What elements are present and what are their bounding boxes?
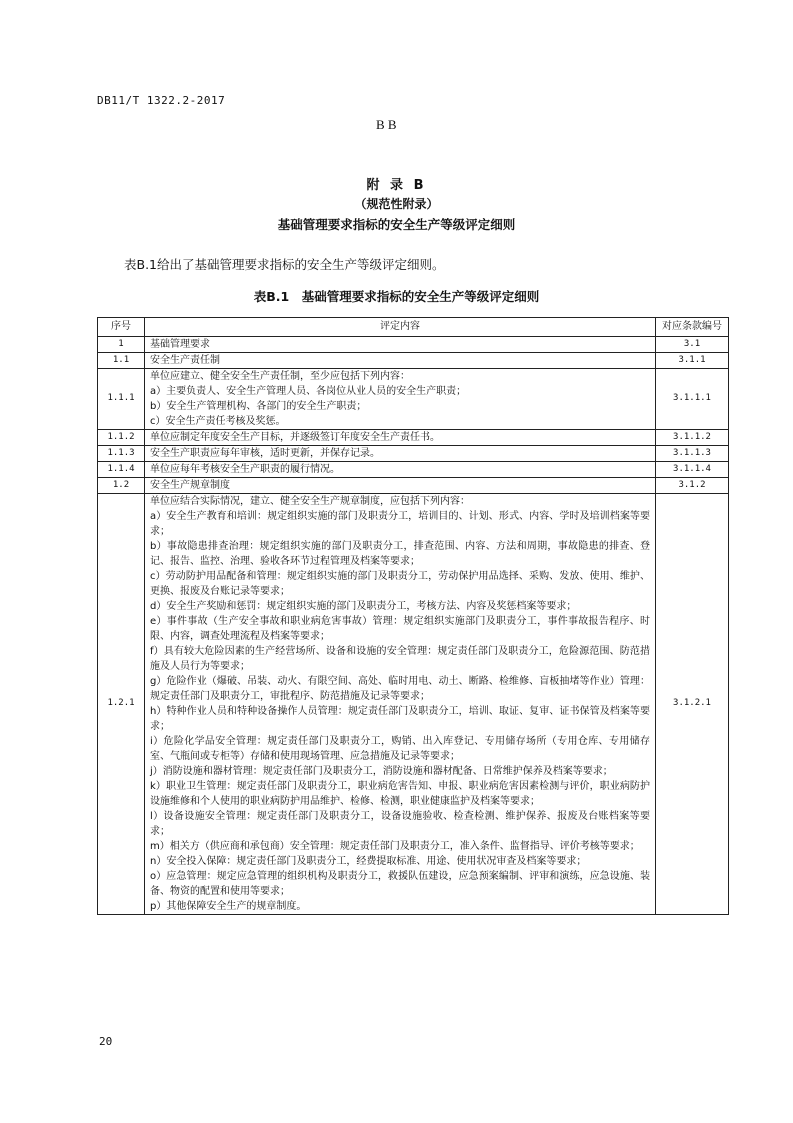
row-clause-ref: 3.1.2.1	[656, 493, 729, 914]
table-body	[98, 336, 729, 914]
content-line: 安全生产责任制	[150, 354, 220, 366]
content-line: h）特种作业人员和特种设备操作人员管理：规定责任部门及职责分工，培训、取证、复审、证书保管及档案等要求；	[150, 705, 650, 732]
row-number: 1.2.1	[98, 493, 145, 914]
content-line: c）劳动防护用品配备和管理：规定组织实施的部门及职责分工，劳动保护用品选择、采购、发放、使用、维护、更换、报废及台账记录等要求；	[150, 570, 650, 597]
content-line: p）其他保障安全生产的规章制度。	[150, 900, 307, 912]
row-content	[145, 445, 656, 461]
content-line: e）事件事故（生产安全事故和职业病危害事故）管理：规定组织实施部门及职责分工，事件事故报告程序、时限、内容，调查处理流程及档案等要求；	[150, 615, 650, 642]
content-line: f）具有较大危险因素的生产经营场所、设备和设施的安全管理：规定责任部门及职责分工，危险源范围、防范措施及人员行为等要求；	[150, 645, 650, 672]
page-number: 20	[99, 1035, 113, 1048]
row-clause-ref: 3.1.2	[656, 477, 729, 493]
content-line: o）应急管理：规定应急管理的组织机构及职责分工，救援队伍建设，应急预案编制、评审和演练，应急设施、装备、物资的配置和使用等要求；	[150, 870, 650, 897]
row-content	[145, 461, 656, 477]
header-ref: 对应条款编号	[656, 318, 729, 337]
content-line: b）安全生产管理机构、各部门的安全生产职责；	[150, 400, 367, 412]
row-clause-ref: 3.1.1.2	[656, 429, 729, 445]
content-line: a）主要负责人、安全生产管理人员、各岗位从业人员的安全生产职责；	[150, 385, 467, 397]
content-line: n）安全投入保障：规定责任部门及职责分工，经费提取标准、用途、使用状况审查及档案等要求；	[150, 855, 587, 867]
row-content	[145, 493, 656, 914]
row-number: 1.1.1	[98, 368, 145, 429]
content-line: i）危险化学品安全管理：规定责任部门及职责分工，购销、出入库登记、专用储存场所（专用仓库、专用储存室、气瓶间或专柜等）存储和使用现场管理、应急措施及记录等要求；	[150, 735, 650, 762]
row-content	[145, 429, 656, 445]
content-line: 基础管理要求	[150, 338, 210, 350]
row-content	[145, 352, 656, 368]
table-row	[98, 493, 729, 914]
row-content	[145, 336, 656, 352]
standard-code: DB11/T 1322.2-2017	[97, 94, 226, 107]
table-header-row	[98, 318, 729, 337]
row-clause-ref: 3.1	[656, 336, 729, 352]
content-line: a）安全生产教育和培训：规定组织实施的部门及职责分工，培训目的、计划、形式、内容、学时及培训档案等要求；	[150, 510, 650, 537]
content-line: d）安全生产奖励和惩罚：规定组织实施的部门及职责分工，考核方法、内容及奖惩档案等要求；	[150, 600, 577, 612]
appendix-name: 基础管理要求指标的安全生产等级评定细则	[277, 217, 516, 232]
table-row	[98, 336, 729, 352]
appendix-type: （规范性附录）	[354, 197, 439, 211]
top-mark: B B	[376, 117, 397, 132]
content-line: 单位应建立、健全安全生产责任制，至少应包括下列内容：	[150, 370, 410, 382]
row-clause-ref: 3.1.1.4	[656, 461, 729, 477]
row-clause-ref: 3.1.1.3	[656, 445, 729, 461]
header-content: 评定内容	[145, 318, 656, 337]
header-num: 序号	[98, 318, 145, 337]
content-line: 单位应每年考核安全生产职责的履行情况。	[150, 463, 340, 475]
row-number: 1.1	[98, 352, 145, 368]
content-line: l）设备设施安全管理：规定责任部门及职责分工，设备设施验收、检查检测、维护保养、报废及台账档案等要求；	[150, 810, 650, 837]
row-clause-ref: 3.1.1.1	[656, 368, 729, 429]
content-line: m）相关方（供应商和承包商）安全管理：规定责任部门及职责分工，准入条件、监督指导、评价考核等要求；	[150, 840, 640, 852]
table-row	[98, 461, 729, 477]
table-row	[98, 429, 729, 445]
content-line: j）消防设施和器材管理：规定责任部门及职责分工，消防设施和器材配备、日常维护保养及档案等要求；	[150, 765, 613, 777]
content-line: b）事故隐患排查治理：规定组织实施的部门及职责分工，排查范围、内容、方法和周期，事故隐患的排查、登记、报告、监控、治理、验收各环节过程管理及档案等要求；	[150, 540, 650, 567]
content-line: 安全生产规章制度	[150, 479, 230, 491]
row-number: 1.2	[98, 477, 145, 493]
table-caption: 表B.1 基础管理要求指标的安全生产等级评定细则	[253, 289, 540, 304]
row-number: 1.1.3	[98, 445, 145, 461]
row-content	[145, 477, 656, 493]
table-row	[98, 352, 729, 368]
rating-table	[97, 317, 729, 915]
intro-paragraph: 表B.1给出了基础管理要求指标的安全生产等级评定细则。	[124, 257, 445, 272]
row-number: 1.1.2	[98, 429, 145, 445]
content-line: 单位应制定年度安全生产目标，并逐级签订年度安全生产责任书。	[150, 431, 440, 443]
content-line: 安全生产职责应每年审核，适时更新，并保存记录。	[150, 447, 380, 459]
content-line: 单位应结合实际情况，建立、健全安全生产规章制度，应包括下列内容：	[150, 495, 470, 507]
content-line: k）职业卫生管理：规定责任部门及职责分工，职业病危害告知、申报、职业病危害因素检测与评价，职业病防护设施维修和个人使用的职业病防护用品维护、检修、检测，职业健康监护及档案等要求；	[150, 780, 650, 807]
content-line: g）危险作业（爆破、吊装、动火、有限空间、高处、临时用电、动土、断路、检维修、盲板抽堵等作业）管理：规定责任部门及职责分工，审批程序、防范措施及记录等要求；	[150, 675, 650, 702]
table-row	[98, 477, 729, 493]
content-line: c）安全生产责任考核及奖惩。	[150, 415, 286, 427]
table-row	[98, 445, 729, 461]
table-row	[98, 368, 729, 429]
row-clause-ref: 3.1.1	[656, 352, 729, 368]
row-content	[145, 368, 656, 429]
appendix-title: 附 录 B	[366, 178, 427, 193]
row-number: 1	[98, 336, 145, 352]
row-number: 1.1.4	[98, 461, 145, 477]
